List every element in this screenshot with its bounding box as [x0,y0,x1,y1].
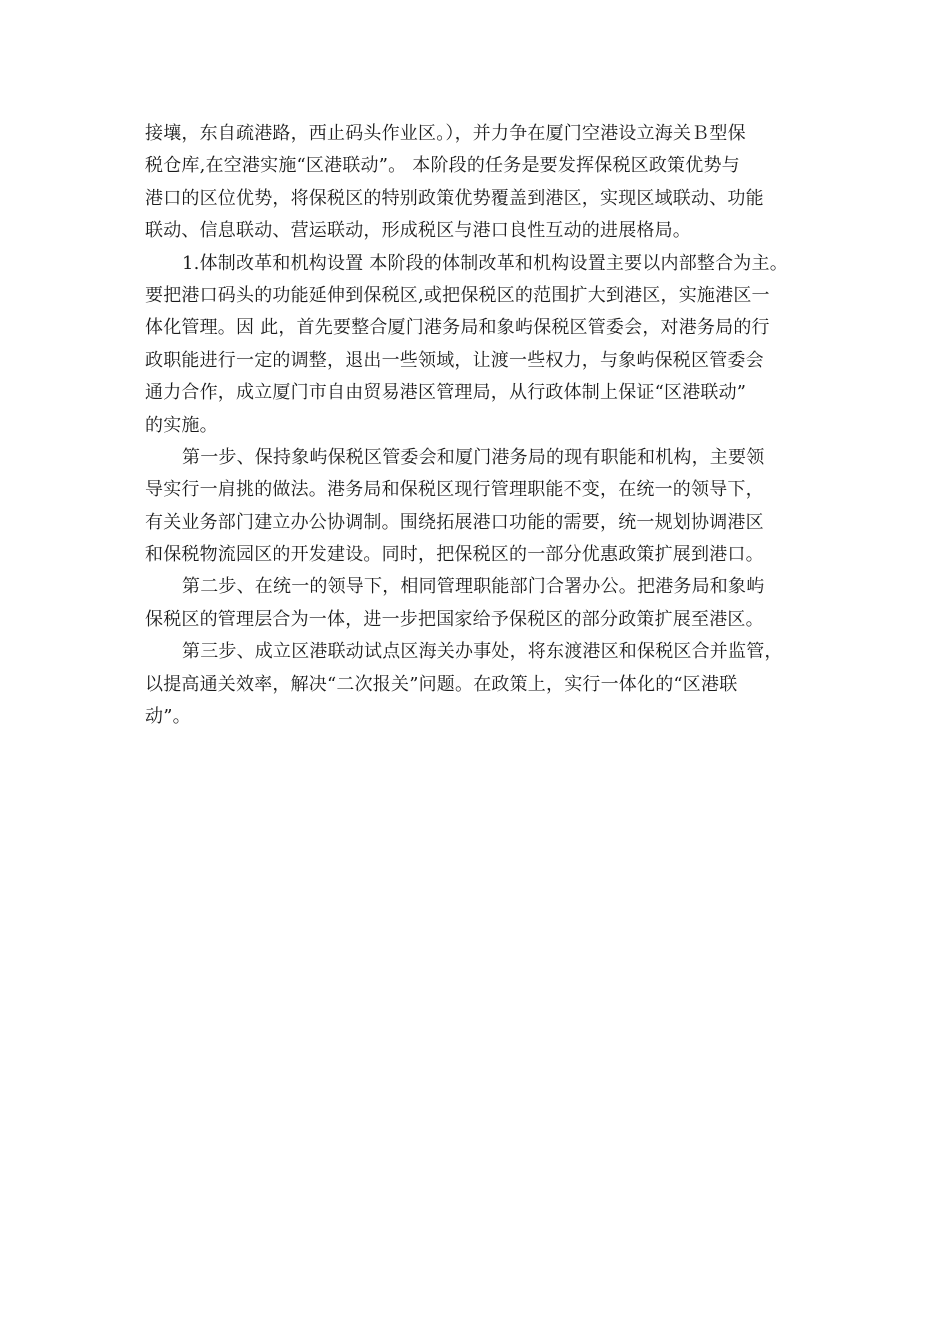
paragraph-step-two [145,571,845,636]
text-line: 税仓库,在空港实施“区港联动”。 本阶段的任务是要发挥保税区政策优势与 [145,155,740,177]
text-line: 的实施。 [145,414,218,436]
document-body [145,118,845,733]
text-line: 体化管理。因 此，首先要整合厦门港务局和象屿保税区管委会，对港务局的行 [145,317,770,339]
text-line: 政职能进行一定的调整，退出一些领域，让渡一些权力，与象屿保税区管委会 [145,349,764,371]
paragraph-continuation [145,118,845,248]
paragraph-step-one [145,442,845,572]
text-line: 保税区的管理层合为一体，进一步把国家给予保税区的部分政策扩展至港区。 [145,608,764,630]
text-line: 1.体制改革和机构设置 本阶段的体制改革和机构设置主要以内部整合为主。 [182,252,788,274]
text-line: 导实行一肩挑的做法。港务局和保税区现行管理职能不变，在统一的领导下， [145,479,764,501]
paragraph-institutional-reform [145,248,845,442]
text-line: 第三步、成立区港联动试点区海关办事处，将东渡港区和保税区合并监管， [182,641,783,663]
text-line: 动”。 [145,706,191,728]
text-line: 港口的区位优势，将保税区的特别政策优势覆盖到港区，实现区域联动、功能 [145,187,764,209]
text-line: 和保税物流园区的开发建设。同时，把保税区的一部分优惠政策扩展到港口。 [145,544,764,566]
text-line: 以提高通关效率，解决“二次报关”问题。在政策上，实行一体化的“区港联 [145,673,738,695]
text-line: 通力合作，成立厦门市自由贸易港区管理局，从行政体制上保证“区港联动” [145,382,747,404]
text-line: 接壤，东自疏港路，西止码头作业区。），并力争在厦门空港设立海关Ｂ型保 [145,123,746,144]
paragraph-step-three [145,636,845,733]
text-line: 第一步、保持象屿保税区管委会和厦门港务局的现有职能和机构，主要领 [182,446,765,468]
text-line: 第二步、在统一的领导下，相同管理职能部门合署办公。把港务局和象屿 [182,576,765,598]
text-line: 联动、信息联动、营运联动，形成税区与港口良性互动的进展格局。 [145,220,691,242]
text-line: 有关业务部门建立办公协调制。围绕拓展港口功能的需要，统一规划协调港区 [145,511,764,533]
text-line: 要把港口码头的功能延伸到保税区,或把保税区的范围扩大到港区，实施港区一 [145,284,770,306]
